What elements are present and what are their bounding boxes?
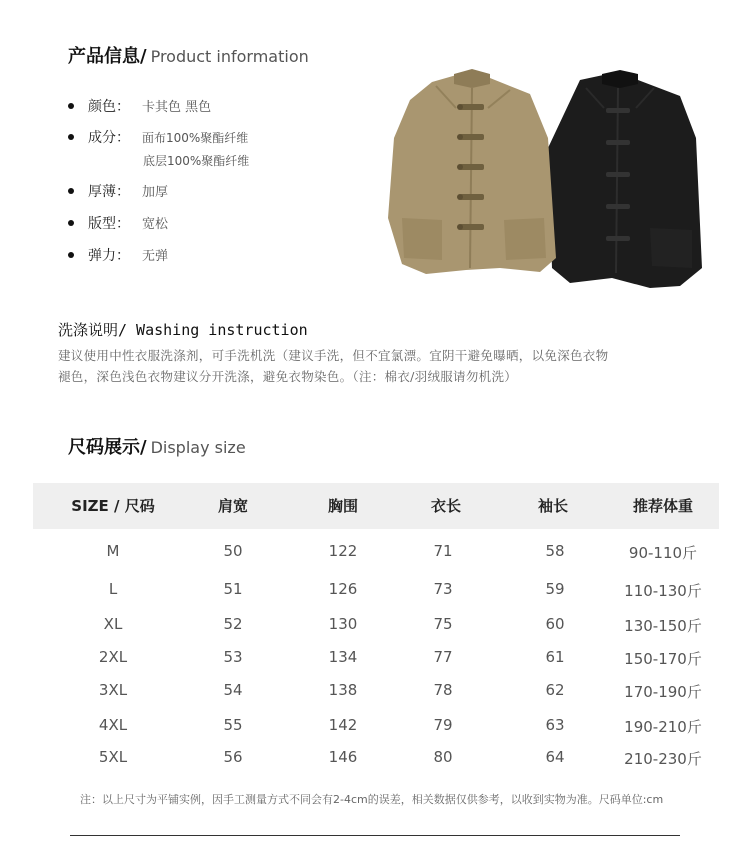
product-info-title-cn: 产品信息/ — [68, 46, 147, 67]
header-chest: 胸围 — [327, 497, 358, 515]
size-title — [68, 433, 246, 459]
attribute-fit: 版型： 宽松 — [68, 213, 168, 233]
bullet-icon — [68, 103, 74, 109]
khaki-jacket-image — [388, 69, 556, 274]
attribute-thickness: 厚薄： 加厚 — [68, 181, 168, 201]
washing-text-line1: 建议使用中性衣服洗涤剂，可手洗机洗（建议手洗，但不宜氯漂。宜阴干避免曝晒，以免深色衣物 — [58, 348, 609, 363]
table-row: L 51 126 73 59 110-130斤 — [108, 580, 702, 600]
attribute-color: 颜色： 卡其色 黑色 — [68, 96, 211, 116]
table-row: XL 52 130 75 60 130-150斤 — [103, 615, 702, 635]
table-row: M 50 122 71 58 90-110斤 — [106, 542, 698, 562]
size-title-en: Display size — [150, 438, 246, 457]
header-sleeve: 袖长 — [537, 497, 568, 515]
size-table-header — [33, 483, 719, 529]
washing-text — [58, 345, 718, 387]
table-row: 2XL 53 134 77 61 150-170斤 — [98, 648, 702, 668]
washing-title: 洗涤说明/ Washing instruction — [58, 321, 308, 339]
attribute-elasticity: 弹力： 无弹 — [68, 245, 168, 265]
size-title-cn: 尺码展示/ — [68, 437, 147, 458]
header-length: 衣长 — [430, 497, 461, 515]
size-table-body — [33, 530, 719, 780]
header-weight: 推荐体重 — [632, 497, 693, 515]
bullet-icon — [68, 134, 74, 140]
black-jacket-image — [548, 70, 702, 288]
product-photo — [380, 68, 710, 293]
header-shoulder: 肩宽 — [217, 497, 248, 515]
table-row: 5XL 56 146 80 64 210-230斤 — [98, 748, 702, 768]
attribute-composition-line2: 底层100%聚酯纤维 — [143, 154, 250, 168]
table-row: 4XL 55 142 79 63 190-210斤 — [98, 716, 702, 736]
product-info-title — [68, 42, 309, 68]
bullet-icon — [68, 220, 74, 226]
attribute-composition: 成分： 面布100%聚酯纤维 — [68, 127, 248, 147]
header-size: SIZE / 尺码 — [71, 497, 155, 515]
bullet-icon — [68, 188, 74, 194]
table-row: 3XL 54 138 78 62 170-190斤 — [98, 681, 702, 701]
size-note: 注：以上尺寸为平铺实例，因手工测量方式不同会有2-4cm的误差，相关数据仅供参考，以收到实物为准。尺码单位:cm — [80, 793, 664, 806]
bullet-icon — [68, 252, 74, 258]
washing-text-line2: 褪色，深色浅色衣物建议分开洗涤，避免衣物染色。（注：棉衣/羽绒服请勿机洗） — [58, 369, 518, 384]
bottom-divider — [70, 835, 680, 836]
product-info-title-en: Product information — [150, 47, 309, 66]
